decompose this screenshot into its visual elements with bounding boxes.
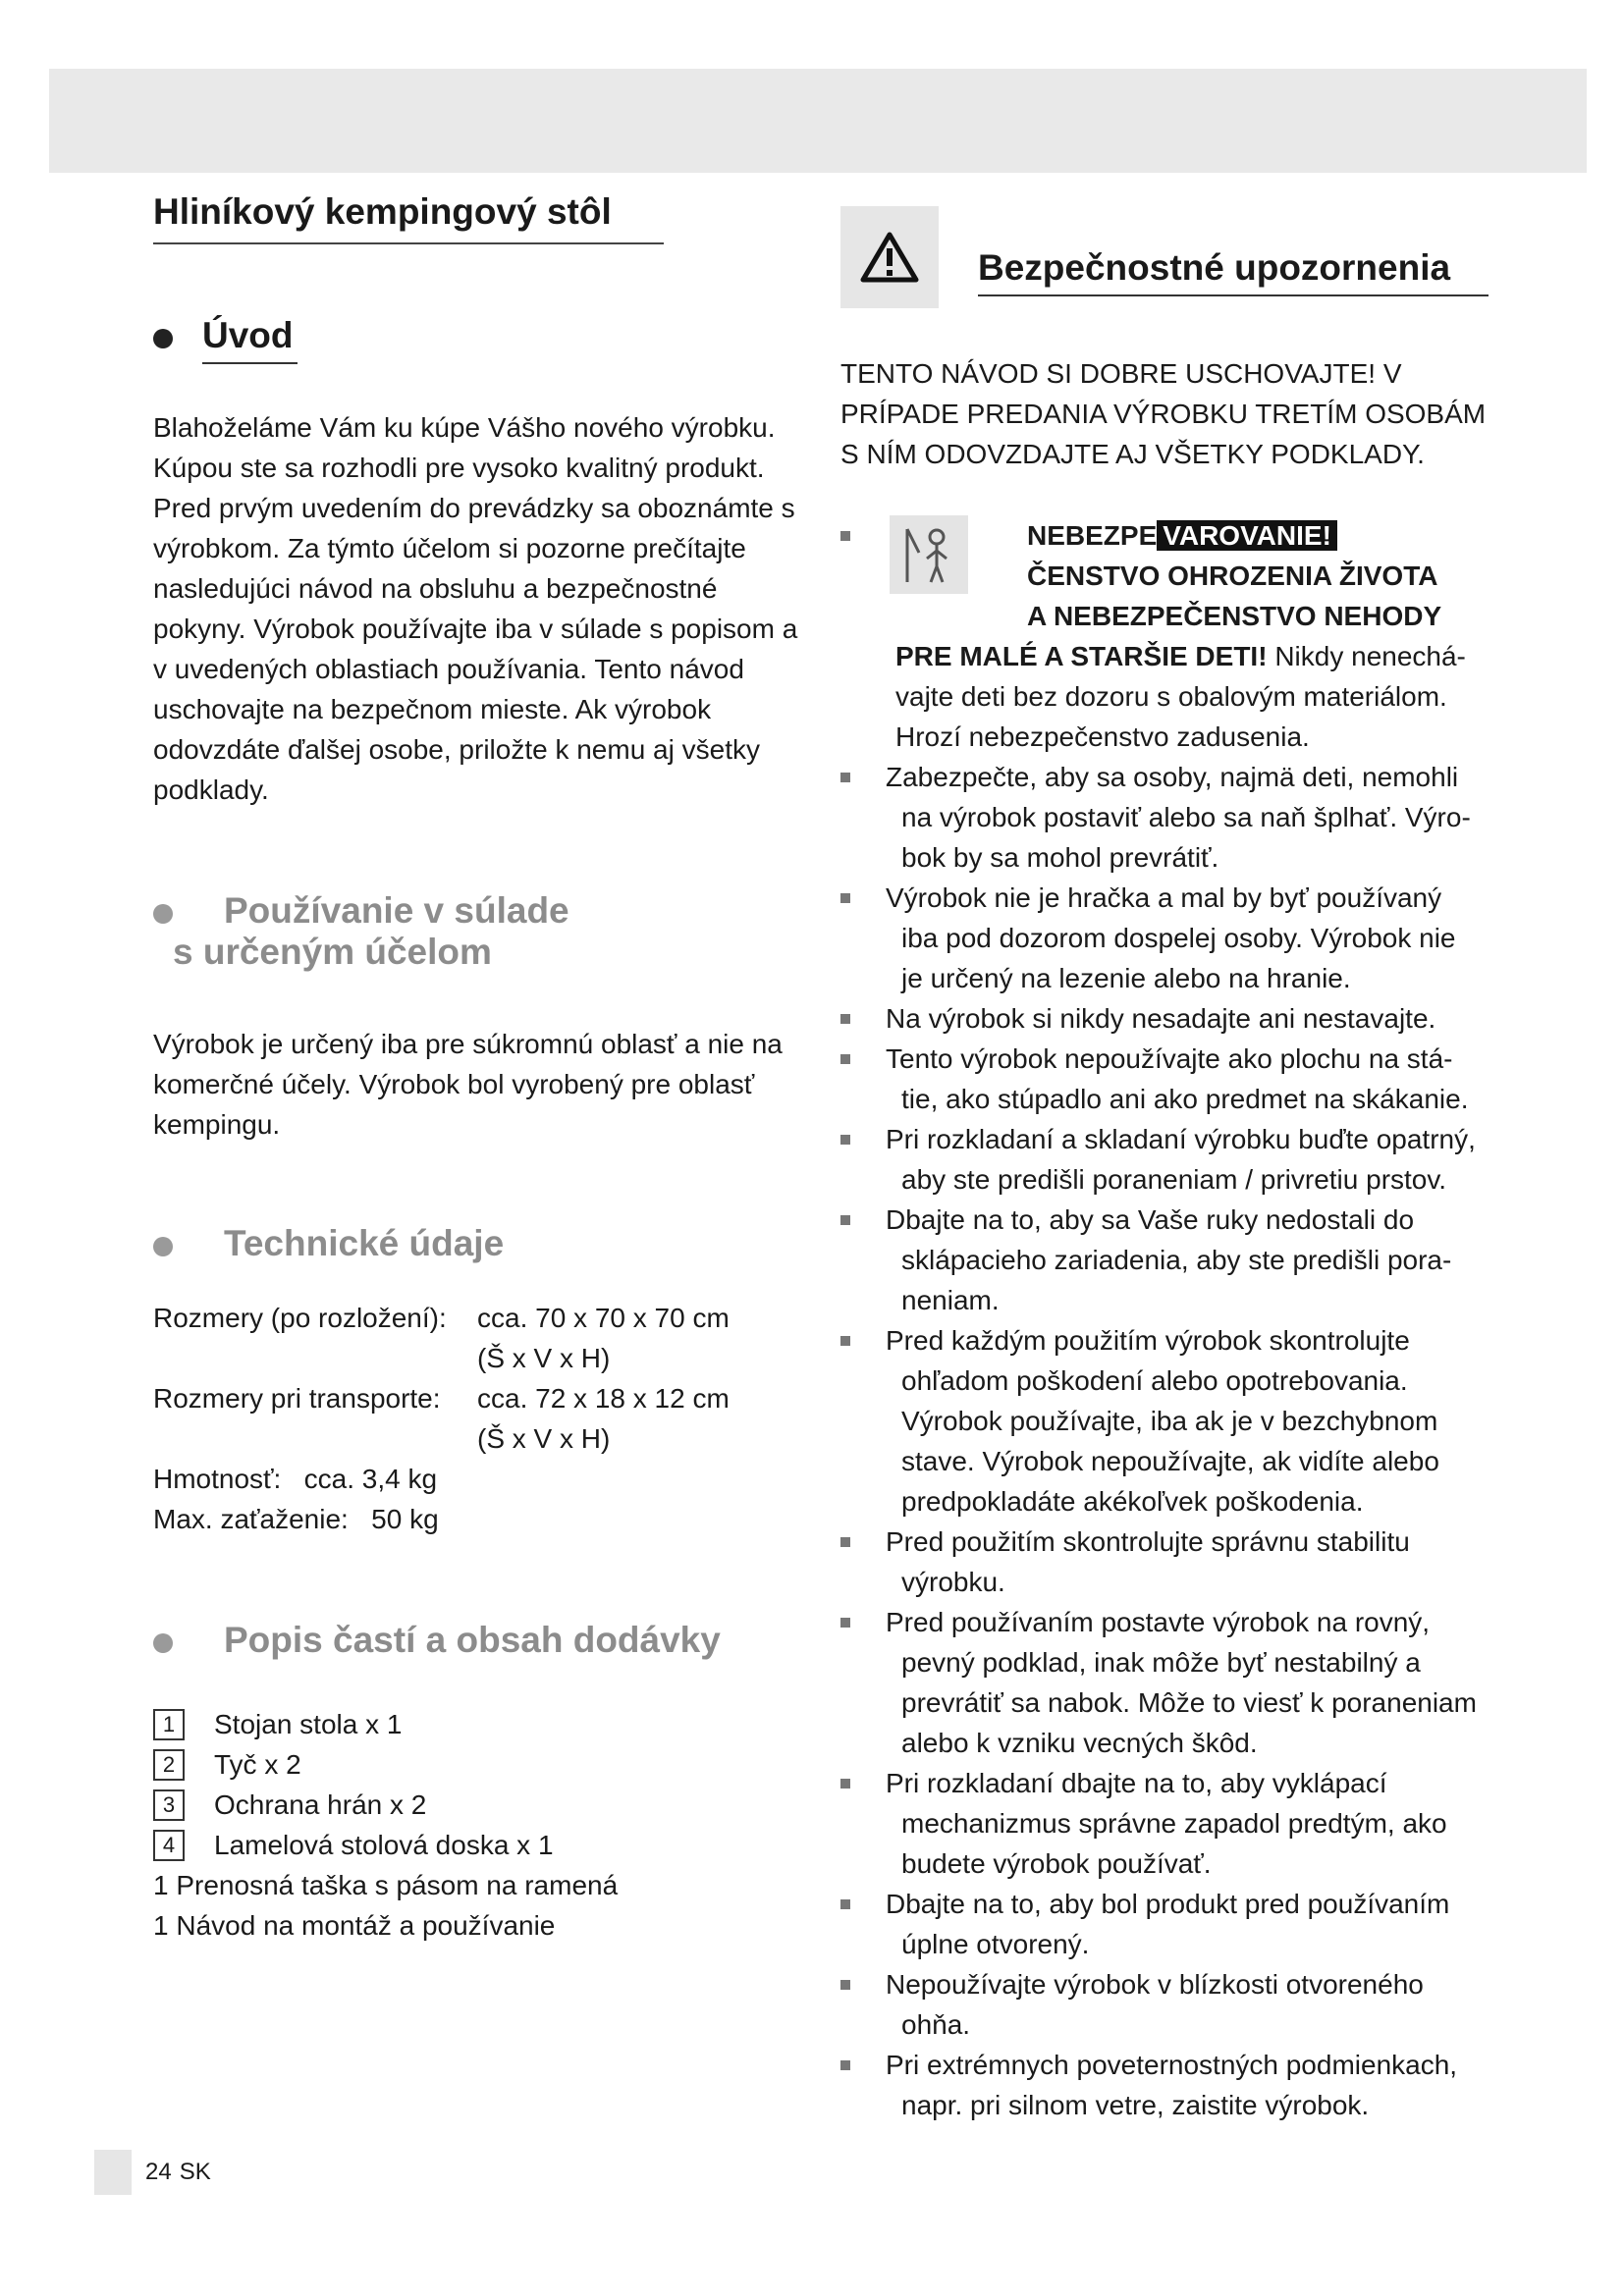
item-text: iba pod dozorom dospelej osoby. Výrobok nie <box>901 923 1456 953</box>
bullet-icon <box>153 1633 173 1653</box>
list-item <box>840 2045 1489 2125</box>
item-text: na výrobok postaviť alebo sa naň šplhať. Výro- <box>901 802 1471 832</box>
square-bullet-icon <box>840 1054 850 1064</box>
square-bullet-icon <box>840 893 850 903</box>
danger-text: Hrozí nebezpečenstvo zadusenia. <box>895 721 1310 752</box>
square-bullet-icon <box>840 1899 850 1909</box>
part-number: 3 <box>153 1789 185 1821</box>
section-parts <box>153 1620 801 1946</box>
square-bullet-icon <box>840 1779 850 1789</box>
spec-value: cca. 72 x 18 x 12 cm <box>477 1383 730 1414</box>
item-text: Pri extrémnych poveternostných podmienkach, <box>886 2050 1458 2080</box>
item-text: neniam. <box>901 1285 1000 1315</box>
item-text: Dbajte na to, aby bol produkt pred používaním <box>886 1889 1450 1919</box>
section-title-intended-use <box>173 890 569 973</box>
spec-label: Rozmery pri transporte: <box>153 1383 441 1414</box>
list-item: 1 Návod na montáž a používanie <box>153 1910 556 1941</box>
item-text: budete výrobok používať. <box>901 1848 1212 1879</box>
list-item <box>840 1884 1489 1964</box>
heading-line2: s určeným účelom <box>173 932 492 972</box>
bullet-icon <box>153 904 173 924</box>
list-item <box>840 1200 1489 1320</box>
notice-line: S NÍM ODOVZDAJTE AJ VŠETKY PODKLADY. <box>840 439 1425 469</box>
item-text: úplne otvorený. <box>901 1929 1090 1959</box>
notice-line: TENTO NÁVOD SI DOBRE USCHOVAJTE! V <box>840 358 1402 389</box>
square-bullet-icon <box>840 1014 850 1024</box>
warning-triangle-icon <box>840 206 939 308</box>
notice-line: PRÍPADE PREDANIA VÝROBKU TRETÍM OSOBÁM <box>840 399 1487 429</box>
part-number: 2 <box>153 1749 185 1781</box>
list-item <box>840 1763 1489 1884</box>
item-text: bok by sa mohol prevrátiť. <box>901 842 1219 873</box>
section-title-parts: Popis častí a obsah dodávky <box>224 1620 721 1660</box>
item-text: sklápacieho zariadenia, aby ste predišli pora- <box>901 1245 1452 1275</box>
item-text: Pred každým použitím výrobok skontrolujte <box>886 1325 1410 1356</box>
list-item <box>153 1704 801 1744</box>
list-item <box>840 1964 1489 2045</box>
part-number: 1 <box>153 1709 185 1740</box>
item-text: mechanizmus správne zapadol predtým, ako <box>901 1808 1447 1839</box>
item-text: Pred používaním postavte výrobok na rovný, <box>886 1607 1431 1637</box>
bullet-icon <box>153 1237 173 1256</box>
header-band <box>49 69 1587 173</box>
item-text: aby ste predišli poraneniam / privretiu prstov. <box>901 1164 1447 1195</box>
section-title-technical: Technické údaje <box>224 1223 505 1263</box>
part-label: Tyč x 2 <box>214 1749 301 1780</box>
spec-unit: (Š x V x H) <box>477 1423 611 1454</box>
list-item <box>153 1825 801 1865</box>
list-item <box>840 1522 1489 1602</box>
item-text: Pri rozkladaní dbajte na to, aby vyklápací <box>886 1768 1387 1798</box>
spec-table <box>153 1298 801 1539</box>
square-bullet-icon <box>840 531 850 541</box>
intended-use-paragraph: Výrobok je určený iba pre súkromnú oblasť a nie na komerčné účely. Výrobok bol vyrobený pre oblasť kempingu. <box>153 1029 783 1140</box>
section-intended-use <box>153 890 801 1145</box>
part-label: Lamelová stolová doska x 1 <box>214 1830 554 1860</box>
page-number: 24 <box>145 2159 172 2185</box>
part-label: Ochrana hrán x 2 <box>214 1789 427 1820</box>
item-text: ohňa. <box>901 2009 971 2040</box>
square-bullet-icon <box>840 773 850 782</box>
spec-unit: (Š x V x H) <box>477 1343 611 1373</box>
square-bullet-icon <box>840 1980 850 1990</box>
danger-text: vajte deti bez dozoru s obalovým materiálom. <box>895 681 1447 712</box>
spec-weight: Hmotnosť: cca. 3,4 kg <box>153 1464 438 1494</box>
item-text: Zabezpečte, aby sa osoby, najmä deti, nemohli <box>886 762 1459 792</box>
section-title-intro: Úvod <box>202 315 298 364</box>
list-item <box>840 1039 1489 1119</box>
square-bullet-icon <box>840 1618 850 1628</box>
child-warning-icon <box>890 515 968 594</box>
item-text: Dbajte na to, aby sa Vaše ruky nedostali do <box>886 1204 1415 1235</box>
item-text: Výrobok nie je hračka a mal by byť používaný <box>886 882 1442 913</box>
list-item <box>153 1785 801 1825</box>
item-text: výrobku. <box>901 1567 1005 1597</box>
danger-bold-text: PRE MALÉ A STARŠIE DETI! <box>895 641 1268 671</box>
item-text: Tento výrobok nepoužívajte ako plochu na stá- <box>886 1043 1453 1074</box>
danger-text: Nikdy nenechá- <box>1267 641 1466 671</box>
item-text: tie, ako stúpadlo ani ako predmet na skákanie. <box>901 1084 1469 1114</box>
item-text: Nepoužívajte výrobok v blízkosti otvoreného <box>886 1969 1424 2000</box>
list-item <box>840 757 1489 878</box>
list-item <box>840 1119 1489 1200</box>
list-item: 1 Prenosná taška s pásom na ramená <box>153 1870 619 1900</box>
left-column <box>153 191 801 1946</box>
spec-label: Rozmery (po rozložení): <box>153 1303 447 1333</box>
item-text: napr. pri silnom vetre, zaistite výrobok. <box>901 2090 1370 2120</box>
list-item <box>840 1602 1489 1763</box>
keep-manual-notice <box>840 353 1489 474</box>
list-item <box>840 1320 1489 1522</box>
part-number: 4 <box>153 1830 185 1861</box>
square-bullet-icon <box>840 2060 850 2070</box>
item-text: je určený na lezenie alebo na hranie. <box>901 963 1351 993</box>
danger-word: NEBEZPE <box>1027 520 1158 551</box>
intro-paragraph: Blahoželáme Vám ku kúpe Vášho nového výrobku. Kúpou ste sa rozhodli pre vysoko kvalitný produkt. Pred prvým uvedením do prevádzky sa oboznámte s výrobkom. Za týmto účelom si pozorne prečítajte nasledujúci návod na obsluhu a bezpečnostné pokyny. Výrobok používajte iba v súlade s popisom a v uvedených oblastiach používania. Tento návod uschovajte na bezpečnom mieste. Ak výrobok odovzdáte ďalšej osobe, priložte k nemu aj všetky podklady. <box>153 412 798 805</box>
item-text: predpokladáte akékoľvek poškodenia. <box>901 1486 1364 1517</box>
square-bullet-icon <box>840 1537 850 1547</box>
item-text: Výrobok používajte, iba ak je v bezchybnom <box>901 1406 1438 1436</box>
document-title: Hliníkový kempingový stôl <box>153 191 664 244</box>
square-bullet-icon <box>840 1215 850 1225</box>
right-column <box>840 206 1489 2125</box>
page-footer <box>94 2150 211 2195</box>
list-item <box>153 1744 801 1785</box>
section-title-safety: Bezpečnostné upozornenia <box>978 247 1489 296</box>
danger-warning <box>840 515 1489 757</box>
square-bullet-icon <box>840 1336 850 1346</box>
warning-badge: VAROVANIE! <box>1157 520 1337 551</box>
item-text: pevný podklad, inak môže byť nestabilný a <box>901 1647 1421 1678</box>
spec-max-load: Max. zaťaženie: 50 kg <box>153 1504 439 1534</box>
item-text: prevrátiť sa nabok. Môže to viesť k poraneniam <box>901 1687 1477 1718</box>
footer-box <box>94 2150 132 2195</box>
danger-line: ČENSTVO OHROZENIA ŽIVOTA <box>1027 561 1438 591</box>
parts-list <box>153 1704 801 1946</box>
spec-value: cca. 70 x 70 x 70 cm <box>477 1303 730 1333</box>
list-item <box>840 878 1489 998</box>
item-text: Na výrobok si nikdy nesadajte ani nestavajte. <box>886 1003 1436 1034</box>
part-label: Stojan stola x 1 <box>214 1709 403 1739</box>
section-intro <box>153 315 801 810</box>
square-bullet-icon <box>840 1135 850 1145</box>
item-text: Pri rozkladaní a skladaní výrobku buďte opatrný, <box>886 1124 1476 1154</box>
item-text: ohľadom poškodení alebo opotrebovania. <box>901 1365 1408 1396</box>
list-item <box>840 998 1489 1039</box>
bullet-icon <box>153 329 173 348</box>
item-text: stave. Výrobok nepoužívajte, ak vidíte alebo <box>901 1446 1439 1476</box>
language-code: SK <box>179 2159 211 2185</box>
section-technical <box>153 1223 801 1539</box>
heading-line1: Používanie v súlade <box>224 890 569 931</box>
safety-list <box>840 515 1489 2125</box>
danger-line: A NEBEZPEČENSTVO NEHODY <box>1027 601 1442 631</box>
safety-header <box>840 206 1489 308</box>
item-text: Pred použitím skontrolujte správnu stabilitu <box>886 1526 1410 1557</box>
item-text: alebo k vzniku vecných škôd. <box>901 1728 1258 1758</box>
